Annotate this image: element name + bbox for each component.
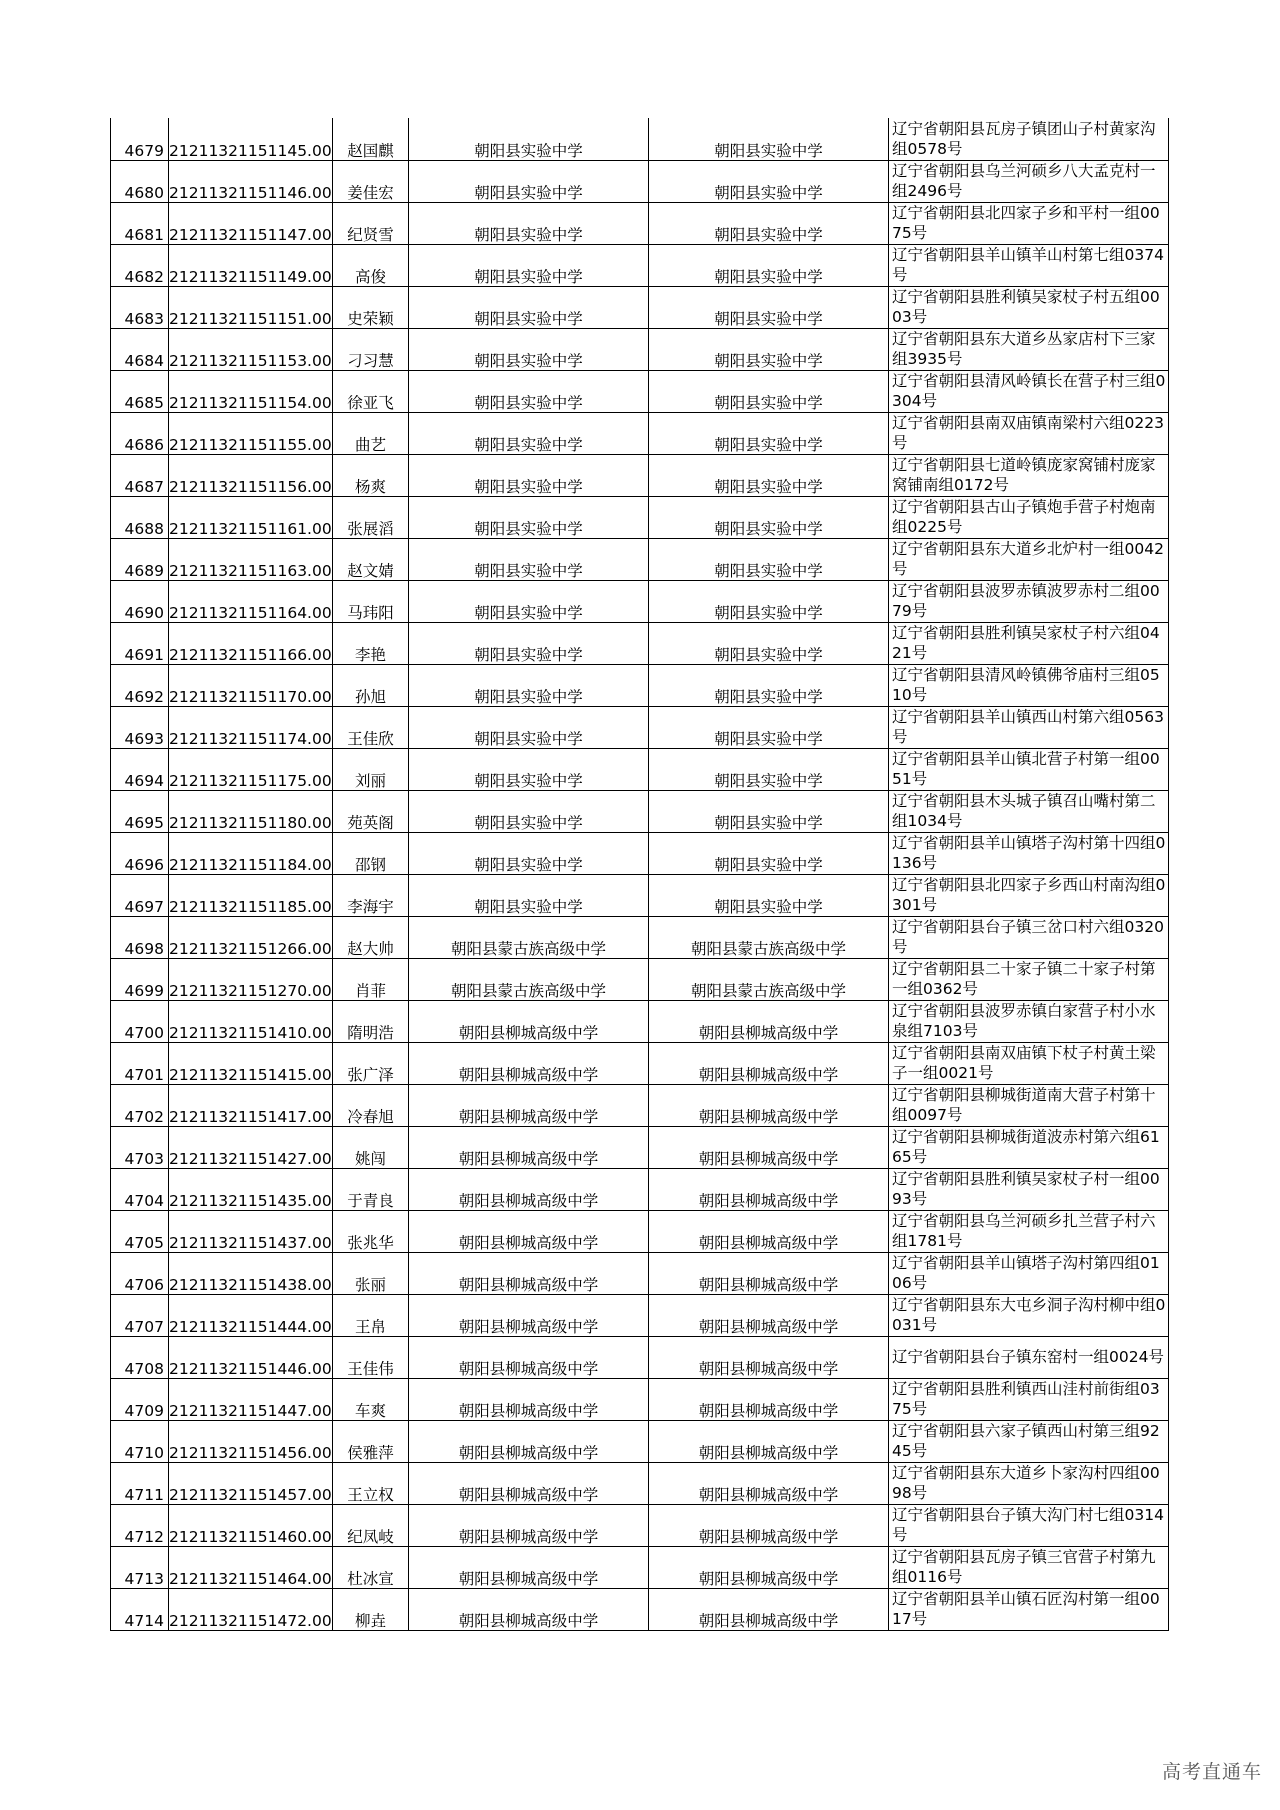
registration-number-cell: 21211321151415.00 (169, 1042, 333, 1084)
sequence-number-cell: 4694 (111, 748, 169, 790)
graduating-school-cell: 朝阳县柳城高级中学 (649, 1252, 889, 1294)
sequence-number-cell: 4707 (111, 1294, 169, 1336)
table-row (111, 1462, 1169, 1504)
table-row (111, 538, 1169, 580)
student-name-cell: 赵国麒 (333, 118, 409, 160)
school-cell: 朝阳县实验中学 (409, 874, 649, 916)
sequence-number-cell: 4684 (111, 328, 169, 370)
table-row (111, 958, 1169, 1000)
student-name-cell: 高俊 (333, 244, 409, 286)
student-name-cell: 曲艺 (333, 412, 409, 454)
graduating-school-cell: 朝阳县实验中学 (649, 454, 889, 496)
sequence-number-cell: 4697 (111, 874, 169, 916)
address-cell: 辽宁省朝阳县胜利镇西山洼村前街组0375号 (889, 1378, 1169, 1420)
sequence-number-cell: 4682 (111, 244, 169, 286)
registration-number-cell: 21211321151164.00 (169, 580, 333, 622)
school-cell: 朝阳县柳城高级中学 (409, 1504, 649, 1546)
table-row (111, 1378, 1169, 1420)
address-cell: 辽宁省朝阳县羊山镇西山村第六组0563号 (889, 706, 1169, 748)
school-cell: 朝阳县柳城高级中学 (409, 1252, 649, 1294)
graduating-school-cell: 朝阳县实验中学 (649, 706, 889, 748)
student-name-cell: 肖菲 (333, 958, 409, 1000)
graduating-school-cell: 朝阳县实验中学 (649, 790, 889, 832)
address-cell: 辽宁省朝阳县北四家子乡和平村一组0075号 (889, 202, 1169, 244)
sequence-number-cell: 4691 (111, 622, 169, 664)
address-cell: 辽宁省朝阳县羊山镇石匠沟村第一组0017号 (889, 1588, 1169, 1630)
sequence-number-cell: 4699 (111, 958, 169, 1000)
table-row (111, 664, 1169, 706)
table-row (111, 790, 1169, 832)
student-name-cell: 马玮阳 (333, 580, 409, 622)
school-cell: 朝阳县实验中学 (409, 622, 649, 664)
sequence-number-cell: 4704 (111, 1168, 169, 1210)
graduating-school-cell: 朝阳县实验中学 (649, 244, 889, 286)
registration-number-cell: 21211321151154.00 (169, 370, 333, 412)
sequence-number-cell: 4692 (111, 664, 169, 706)
table-row (111, 1336, 1169, 1378)
student-name-cell: 刘丽 (333, 748, 409, 790)
school-cell: 朝阳县实验中学 (409, 160, 649, 202)
graduating-school-cell: 朝阳县柳城高级中学 (649, 1378, 889, 1420)
address-cell: 辽宁省朝阳县古山子镇炮手营子村炮南组0225号 (889, 496, 1169, 538)
table-row (111, 370, 1169, 412)
school-cell: 朝阳县蒙古族高级中学 (409, 916, 649, 958)
student-name-cell: 徐亚飞 (333, 370, 409, 412)
registration-number-cell: 21211321151435.00 (169, 1168, 333, 1210)
graduating-school-cell: 朝阳县柳城高级中学 (649, 1588, 889, 1630)
sequence-number-cell: 4680 (111, 160, 169, 202)
graduating-school-cell: 朝阳县蒙古族高级中学 (649, 916, 889, 958)
address-cell: 辽宁省朝阳县乌兰河硕乡八大孟克村一组2496号 (889, 160, 1169, 202)
sequence-number-cell: 4705 (111, 1210, 169, 1252)
student-name-cell: 张丽 (333, 1252, 409, 1294)
graduating-school-cell: 朝阳县柳城高级中学 (649, 1084, 889, 1126)
student-name-cell: 王立权 (333, 1462, 409, 1504)
table-row (111, 1042, 1169, 1084)
registration-number-cell: 21211321151185.00 (169, 874, 333, 916)
registration-number-cell: 21211321151460.00 (169, 1504, 333, 1546)
student-name-cell: 杜冰宣 (333, 1546, 409, 1588)
address-cell: 辽宁省朝阳县清风岭镇佛爷庙村三组0510号 (889, 664, 1169, 706)
school-cell: 朝阳县柳城高级中学 (409, 1588, 649, 1630)
graduating-school-cell: 朝阳县柳城高级中学 (649, 1504, 889, 1546)
graduating-school-cell: 朝阳县实验中学 (649, 286, 889, 328)
graduating-school-cell: 朝阳县实验中学 (649, 538, 889, 580)
address-cell: 辽宁省朝阳县南双庙镇下杖子村黄土梁子一组0021号 (889, 1042, 1169, 1084)
table-row (111, 1168, 1169, 1210)
student-name-cell: 张展滔 (333, 496, 409, 538)
school-cell: 朝阳县柳城高级中学 (409, 1546, 649, 1588)
address-cell: 辽宁省朝阳县胜利镇吴家杖子村一组0093号 (889, 1168, 1169, 1210)
address-cell: 辽宁省朝阳县波罗赤镇白家营子村小水泉组7103号 (889, 1000, 1169, 1042)
student-name-cell: 张兆华 (333, 1210, 409, 1252)
registration-number-cell: 21211321151161.00 (169, 496, 333, 538)
sequence-number-cell: 4679 (111, 118, 169, 160)
graduating-school-cell: 朝阳县实验中学 (649, 370, 889, 412)
watermark-text: 高考直通车 (1161, 1761, 1262, 1783)
graduating-school-cell: 朝阳县柳城高级中学 (649, 1000, 889, 1042)
school-cell: 朝阳县柳城高级中学 (409, 1042, 649, 1084)
registration-number-cell: 21211321151175.00 (169, 748, 333, 790)
sequence-number-cell: 4702 (111, 1084, 169, 1126)
registration-number-cell: 21211321151147.00 (169, 202, 333, 244)
registration-number-cell: 21211321151149.00 (169, 244, 333, 286)
address-cell: 辽宁省朝阳县乌兰河硕乡扎兰营子村六组1781号 (889, 1210, 1169, 1252)
school-cell: 朝阳县实验中学 (409, 496, 649, 538)
student-name-cell: 纪凤岐 (333, 1504, 409, 1546)
address-cell: 辽宁省朝阳县波罗赤镇波罗赤村二组0079号 (889, 580, 1169, 622)
registration-number-cell: 21211321151180.00 (169, 790, 333, 832)
graduating-school-cell: 朝阳县柳城高级中学 (649, 1042, 889, 1084)
table-row (111, 1294, 1169, 1336)
registration-number-cell: 21211321151151.00 (169, 286, 333, 328)
school-cell: 朝阳县实验中学 (409, 244, 649, 286)
student-name-cell: 赵文婧 (333, 538, 409, 580)
table-row (111, 622, 1169, 664)
registration-number-cell: 21211321151438.00 (169, 1252, 333, 1294)
graduating-school-cell: 朝阳县实验中学 (649, 412, 889, 454)
sequence-number-cell: 4711 (111, 1462, 169, 1504)
address-cell: 辽宁省朝阳县清风岭镇长在营子村三组0304号 (889, 370, 1169, 412)
student-name-cell: 张广泽 (333, 1042, 409, 1084)
table-row (111, 580, 1169, 622)
student-name-cell: 苑英阁 (333, 790, 409, 832)
address-cell: 辽宁省朝阳县台子镇大沟门村七组0314号 (889, 1504, 1169, 1546)
table-row (111, 874, 1169, 916)
student-name-cell: 隋明浩 (333, 1000, 409, 1042)
table-row (111, 244, 1169, 286)
table-row (111, 1084, 1169, 1126)
address-cell: 辽宁省朝阳县六家子镇西山村第三组9245号 (889, 1420, 1169, 1462)
registration-number-cell: 21211321151464.00 (169, 1546, 333, 1588)
school-cell: 朝阳县实验中学 (409, 286, 649, 328)
table-row (111, 454, 1169, 496)
address-cell: 辽宁省朝阳县瓦房子镇团山子村黄家沟组0578号 (889, 118, 1169, 160)
graduating-school-cell: 朝阳县实验中学 (649, 160, 889, 202)
graduating-school-cell: 朝阳县实验中学 (649, 748, 889, 790)
registration-number-cell: 21211321151410.00 (169, 1000, 333, 1042)
address-cell: 辽宁省朝阳县台子镇东窑村一组0024号 (889, 1336, 1169, 1378)
school-cell: 朝阳县柳城高级中学 (409, 1210, 649, 1252)
address-cell: 辽宁省朝阳县羊山镇塔子沟村第十四组0136号 (889, 832, 1169, 874)
graduating-school-cell: 朝阳县柳城高级中学 (649, 1546, 889, 1588)
address-cell: 辽宁省朝阳县木头城子镇召山嘴村第二组1034号 (889, 790, 1169, 832)
table-row (111, 1420, 1169, 1462)
table-row (111, 706, 1169, 748)
sequence-number-cell: 4683 (111, 286, 169, 328)
school-cell: 朝阳县柳城高级中学 (409, 1084, 649, 1126)
graduating-school-cell: 朝阳县实验中学 (649, 622, 889, 664)
registration-number-cell: 21211321151417.00 (169, 1084, 333, 1126)
student-name-cell: 姚闯 (333, 1126, 409, 1168)
registration-number-cell: 21211321151146.00 (169, 160, 333, 202)
table-row (111, 328, 1169, 370)
registration-number-cell: 21211321151457.00 (169, 1462, 333, 1504)
registration-number-cell: 21211321151153.00 (169, 328, 333, 370)
student-name-cell: 王佳欣 (333, 706, 409, 748)
sequence-number-cell: 4712 (111, 1504, 169, 1546)
table-row (111, 832, 1169, 874)
school-cell: 朝阳县实验中学 (409, 370, 649, 412)
sequence-number-cell: 4695 (111, 790, 169, 832)
table-row (111, 916, 1169, 958)
registration-number-cell: 21211321151447.00 (169, 1378, 333, 1420)
graduating-school-cell: 朝阳县柳城高级中学 (649, 1336, 889, 1378)
school-cell: 朝阳县柳城高级中学 (409, 1336, 649, 1378)
roster-body (111, 118, 1169, 1630)
registration-number-cell: 21211321151145.00 (169, 118, 333, 160)
address-cell: 辽宁省朝阳县柳城街道南大营子村第十组0097号 (889, 1084, 1169, 1126)
registration-number-cell: 21211321151472.00 (169, 1588, 333, 1630)
registration-number-cell: 21211321151444.00 (169, 1294, 333, 1336)
registration-number-cell: 21211321151184.00 (169, 832, 333, 874)
graduating-school-cell: 朝阳县实验中学 (649, 496, 889, 538)
sequence-number-cell: 4700 (111, 1000, 169, 1042)
registration-number-cell: 21211321151437.00 (169, 1210, 333, 1252)
school-cell: 朝阳县实验中学 (409, 538, 649, 580)
school-cell: 朝阳县柳城高级中学 (409, 1294, 649, 1336)
registration-number-cell: 21211321151174.00 (169, 706, 333, 748)
address-cell: 辽宁省朝阳县台子镇三岔口村六组0320号 (889, 916, 1169, 958)
student-name-cell: 邵钢 (333, 832, 409, 874)
table-row (111, 496, 1169, 538)
address-cell: 辽宁省朝阳县胜利镇吴家杖子村五组0003号 (889, 286, 1169, 328)
registration-number-cell: 21211321151446.00 (169, 1336, 333, 1378)
graduating-school-cell: 朝阳县实验中学 (649, 118, 889, 160)
sequence-number-cell: 4686 (111, 412, 169, 454)
graduating-school-cell: 朝阳县实验中学 (649, 832, 889, 874)
table-row (111, 1000, 1169, 1042)
school-cell: 朝阳县柳城高级中学 (409, 1126, 649, 1168)
table-row (111, 412, 1169, 454)
sequence-number-cell: 4709 (111, 1378, 169, 1420)
graduating-school-cell: 朝阳县柳城高级中学 (649, 1126, 889, 1168)
school-cell: 朝阳县实验中学 (409, 832, 649, 874)
student-name-cell: 赵大帅 (333, 916, 409, 958)
table-row (111, 748, 1169, 790)
registration-number-cell: 21211321151266.00 (169, 916, 333, 958)
registration-number-cell: 21211321151156.00 (169, 454, 333, 496)
address-cell: 辽宁省朝阳县二十家子镇二十家子村第一组0362号 (889, 958, 1169, 1000)
table-row (111, 202, 1169, 244)
address-cell: 辽宁省朝阳县瓦房子镇三官营子村第九组0116号 (889, 1546, 1169, 1588)
student-name-cell: 姜佳宏 (333, 160, 409, 202)
school-cell: 朝阳县实验中学 (409, 454, 649, 496)
sequence-number-cell: 4698 (111, 916, 169, 958)
graduating-school-cell: 朝阳县柳城高级中学 (649, 1462, 889, 1504)
registration-number-cell: 21211321151270.00 (169, 958, 333, 1000)
table-row (111, 118, 1169, 160)
school-cell: 朝阳县实验中学 (409, 118, 649, 160)
table-row (111, 1126, 1169, 1168)
school-cell: 朝阳县实验中学 (409, 664, 649, 706)
address-cell: 辽宁省朝阳县胜利镇吴家杖子村六组0421号 (889, 622, 1169, 664)
school-cell: 朝阳县柳城高级中学 (409, 1420, 649, 1462)
table-row (111, 286, 1169, 328)
sequence-number-cell: 4710 (111, 1420, 169, 1462)
school-cell: 朝阳县实验中学 (409, 706, 649, 748)
graduating-school-cell: 朝阳县柳城高级中学 (649, 1420, 889, 1462)
sequence-number-cell: 4687 (111, 454, 169, 496)
sequence-number-cell: 4706 (111, 1252, 169, 1294)
school-cell: 朝阳县柳城高级中学 (409, 1000, 649, 1042)
address-cell: 辽宁省朝阳县东大屯乡洞子沟村柳中组0031号 (889, 1294, 1169, 1336)
school-cell: 朝阳县蒙古族高级中学 (409, 958, 649, 1000)
graduating-school-cell: 朝阳县柳城高级中学 (649, 1168, 889, 1210)
sequence-number-cell: 4696 (111, 832, 169, 874)
graduating-school-cell: 朝阳县实验中学 (649, 580, 889, 622)
sequence-number-cell: 4685 (111, 370, 169, 412)
address-cell: 辽宁省朝阳县东大道乡北炉村一组0042号 (889, 538, 1169, 580)
address-cell: 辽宁省朝阳县羊山镇北营子村第一组0051号 (889, 748, 1169, 790)
student-name-cell: 杨爽 (333, 454, 409, 496)
roster-table (110, 118, 1169, 1631)
registration-number-cell: 21211321151155.00 (169, 412, 333, 454)
graduating-school-cell: 朝阳县柳城高级中学 (649, 1294, 889, 1336)
student-name-cell: 孙旭 (333, 664, 409, 706)
student-name-cell: 侯雅萍 (333, 1420, 409, 1462)
school-cell: 朝阳县实验中学 (409, 580, 649, 622)
school-cell: 朝阳县实验中学 (409, 328, 649, 370)
sequence-number-cell: 4689 (111, 538, 169, 580)
student-name-cell: 纪贤雪 (333, 202, 409, 244)
address-cell: 辽宁省朝阳县北四家子乡西山村南沟组0301号 (889, 874, 1169, 916)
address-cell: 辽宁省朝阳县柳城街道波赤村第六组6165号 (889, 1126, 1169, 1168)
sequence-number-cell: 4701 (111, 1042, 169, 1084)
graduating-school-cell: 朝阳县蒙古族高级中学 (649, 958, 889, 1000)
school-cell: 朝阳县柳城高级中学 (409, 1378, 649, 1420)
sequence-number-cell: 4688 (111, 496, 169, 538)
student-name-cell: 李艳 (333, 622, 409, 664)
student-name-cell: 李海宇 (333, 874, 409, 916)
student-name-cell: 王佳伟 (333, 1336, 409, 1378)
school-cell: 朝阳县实验中学 (409, 412, 649, 454)
sequence-number-cell: 4681 (111, 202, 169, 244)
table-row (111, 1546, 1169, 1588)
school-cell: 朝阳县实验中学 (409, 790, 649, 832)
school-cell: 朝阳县柳城高级中学 (409, 1168, 649, 1210)
registration-number-cell: 21211321151166.00 (169, 622, 333, 664)
table-row (111, 1210, 1169, 1252)
school-cell: 朝阳县实验中学 (409, 202, 649, 244)
table-row (111, 1504, 1169, 1546)
sequence-number-cell: 4708 (111, 1336, 169, 1378)
sequence-number-cell: 4690 (111, 580, 169, 622)
school-cell: 朝阳县实验中学 (409, 748, 649, 790)
address-cell: 辽宁省朝阳县羊山镇羊山村第七组0374号 (889, 244, 1169, 286)
graduating-school-cell: 朝阳县实验中学 (649, 328, 889, 370)
address-cell: 辽宁省朝阳县七道岭镇庞家窝铺村庞家窝铺南组0172号 (889, 454, 1169, 496)
address-cell: 辽宁省朝阳县东大道乡丛家店村下三家组3935号 (889, 328, 1169, 370)
student-name-cell: 冷春旭 (333, 1084, 409, 1126)
table-row (111, 1588, 1169, 1630)
graduating-school-cell: 朝阳县柳城高级中学 (649, 1210, 889, 1252)
address-cell: 辽宁省朝阳县东大道乡卜家沟村四组0098号 (889, 1462, 1169, 1504)
sequence-number-cell: 4693 (111, 706, 169, 748)
graduating-school-cell: 朝阳县实验中学 (649, 874, 889, 916)
registration-number-cell: 21211321151456.00 (169, 1420, 333, 1462)
sequence-number-cell: 4703 (111, 1126, 169, 1168)
student-name-cell: 柳垚 (333, 1588, 409, 1630)
registration-number-cell: 21211321151163.00 (169, 538, 333, 580)
registration-number-cell: 21211321151427.00 (169, 1126, 333, 1168)
sequence-number-cell: 4713 (111, 1546, 169, 1588)
sequence-number-cell: 4714 (111, 1588, 169, 1630)
student-name-cell: 史荣颖 (333, 286, 409, 328)
student-name-cell: 刁习慧 (333, 328, 409, 370)
student-name-cell: 王帛 (333, 1294, 409, 1336)
table-row (111, 1252, 1169, 1294)
address-cell: 辽宁省朝阳县羊山镇塔子沟村第四组0106号 (889, 1252, 1169, 1294)
school-cell: 朝阳县柳城高级中学 (409, 1462, 649, 1504)
address-cell: 辽宁省朝阳县南双庙镇南梁村六组0223号 (889, 412, 1169, 454)
graduating-school-cell: 朝阳县实验中学 (649, 664, 889, 706)
registration-number-cell: 21211321151170.00 (169, 664, 333, 706)
student-name-cell: 车爽 (333, 1378, 409, 1420)
table-row (111, 160, 1169, 202)
graduating-school-cell: 朝阳县实验中学 (649, 202, 889, 244)
student-name-cell: 于青良 (333, 1168, 409, 1210)
